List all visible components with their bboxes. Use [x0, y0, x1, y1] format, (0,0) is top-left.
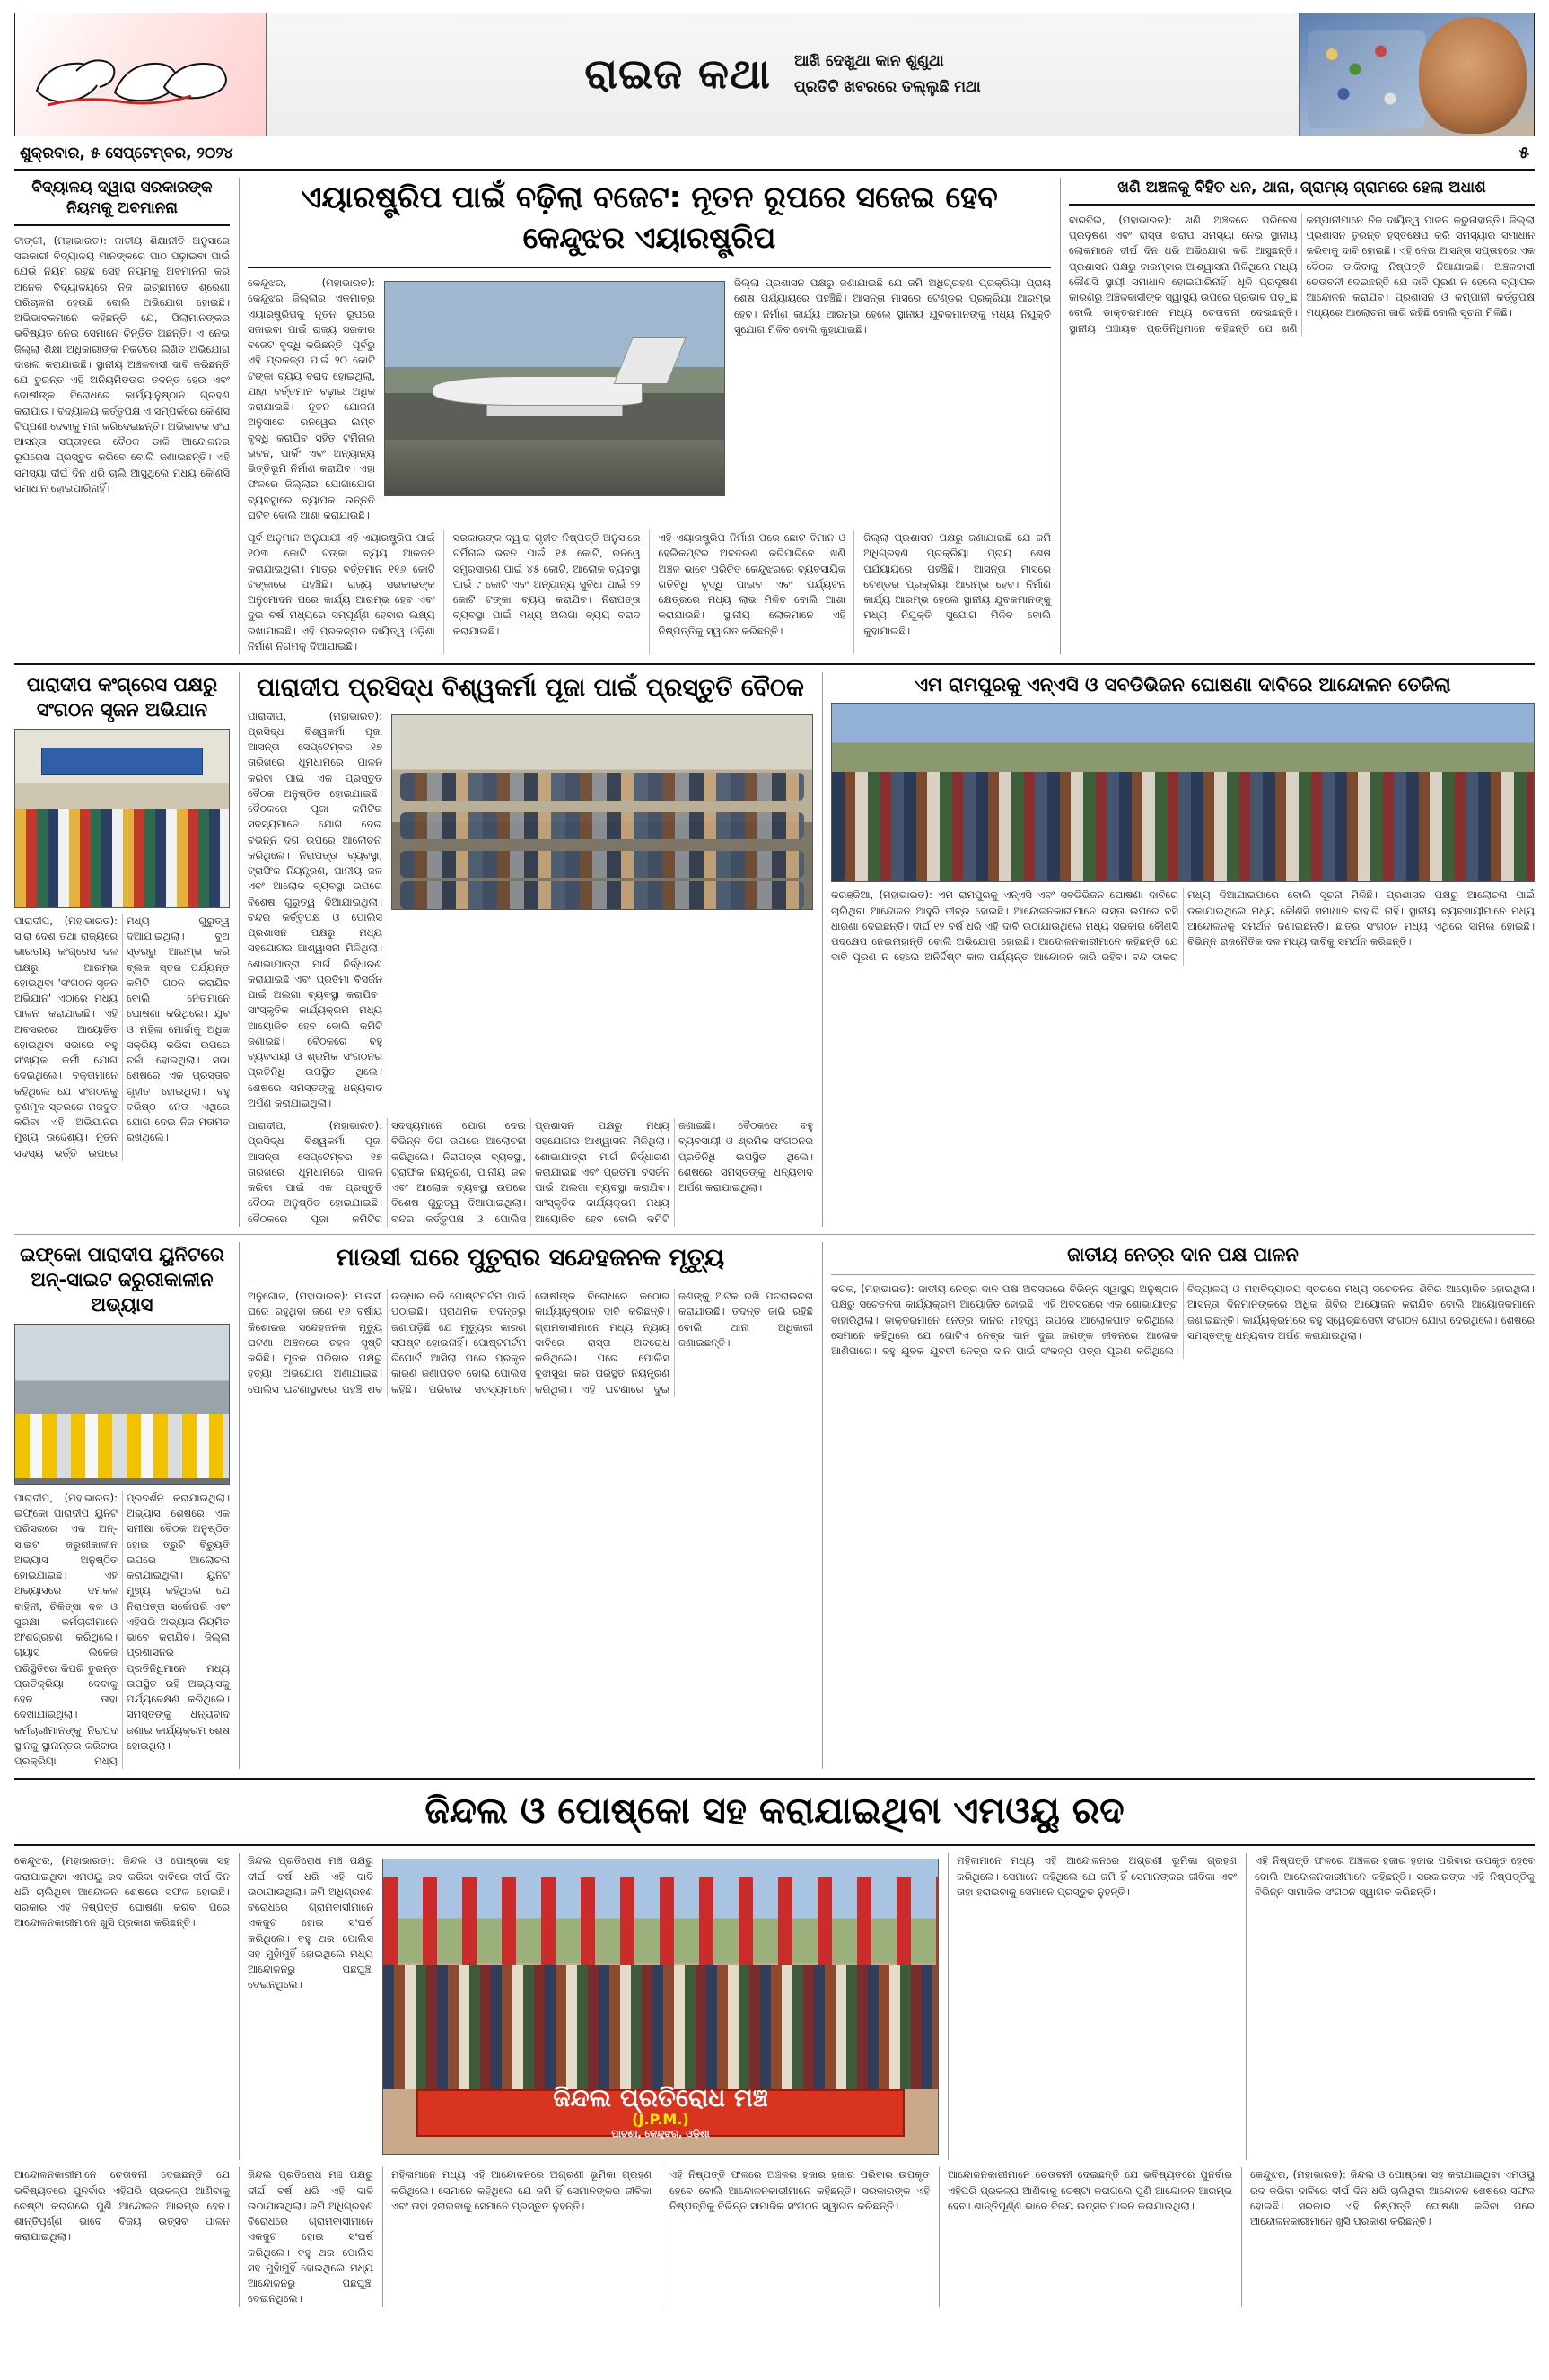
lower-right-article [822, 1242, 1535, 1770]
tagline-line-2: ପ୍ରତିଟି ଖବରରେ ତଲ୍ଲୁଛି ମଥା [793, 78, 981, 96]
bottom-body-col3: ମହିଳାମାନେ ମଧ୍ୟ ଏହି ଆନ୍ଦୋଳନରେ ଅଗ୍ରଣୀ ଭୂମିକା ଗ୍ରହଣ କରିଥିଲେ। ସେମାନେ କହିଥିଲେ ଯେ ଜମି ହିଁ ସେମାନଙ୍କର ଜୀବିକା ଏବଂ ତାହା ହରାଇବାକୁ ସେମାନେ ପ୍ରସ୍ତୁତ ନୁହନ୍ତି। [948, 1853, 1237, 2160]
article-headline-death: ମାଉସୀ ଘରେ ପୁତୁରାର ସନ୍ଦେହଜନକ ମୃତ୍ୟୁ [336, 1243, 725, 1272]
top-section [14, 178, 1535, 654]
mid-left-article [14, 672, 230, 1227]
article-body-eye-donation: କଟକ, (ମହାଭାରତ): ଜାତୀୟ ନେତ୍ର ଦାନ ପକ୍ଷ ଅବସରରେ ବିଭିନ୍ନ ସ୍ୱାସ୍ଥ୍ୟ ଅନୁଷ୍ଠାନ ପକ୍ଷରୁ ସଚେତନତା କାର୍ଯ୍ୟକ୍ରମ ଆୟୋଜିତ ହୋଇଛି। ଏହି ଅବସରରେ ଏକ ଶୋଭାଯାତ୍ରା ବାହାରିଥିଲା। ଡାକ୍ତରମାନେ ନେତ୍ର ଦାନର ମହତ୍ତ୍ୱ ଉପରେ ଆଲୋକପାତ କରିଥିଲେ। ସେମାନେ କହିଥିଲେ ଯେ ଗୋଟିଏ ନେତ୍ର ଦାନ ଦୁଇ ଜଣଙ୍କ ଜୀବନରେ ଆଲୋକ ଆଣିପାରେ। ବହୁ ଯୁବକ ଯୁବତୀ ନେତ୍ର ଦାନ ପାଇଁ ସଂକଳ୍ପ ପତ୍ର ପୂରଣ କରିଥିଲେ। ବିଦ୍ୟାଳୟ ଓ ମହାବିଦ୍ୟାଳୟ ସ୍ତରରେ ମଧ୍ୟ ସଚେତନତା ଶିବିର ଆୟୋଜିତ ହୋଇଥିଲା। ଆସନ୍ତା ଦିନମାନଙ୍କରେ ଅଧିକ ଶିବିର ଆୟୋଜନ କରାଯିବ ବୋଲି ଆୟୋଜକମାନେ ଜଣାଇଛନ୍ତି। କାର୍ଯ୍ୟକ୍ରମରେ ବହୁ ସ୍ୱେଚ୍ଛାସେବୀ ସଂଗଠନ ଯୋଗ ଦେଇଥିଲେ। ଶେଷରେ ସମସ୍ତଙ୍କୁ ଧନ୍ୟବାଦ ଅର୍ପଣ କରାଯାଇଥିଲା। [831, 1282, 1535, 1358]
lead-body-col3: ସରକାରଙ୍କ ଦ୍ୱାରା ଗୃହୀତ ନିଷ୍ପତ୍ତି ଅନୁସାରେ ଟର୍ମିନାଲ ଭବନ ପାଇଁ ୧୫ କୋଟି, ରନୱେ ସମ୍ପ୍ରସାରଣ ପାଇଁ ୪୫ କୋଟି, ଆଲୋକ ବ୍ୟବସ୍ଥା ପାଇଁ ୯ କୋଟି ଏବଂ ଅନ୍ୟାନ୍ୟ ସୁବିଧା ପାଇଁ ୨୨ କୋଟି ଟଙ୍କା ବ୍ୟୟ କରାଯିବ। ନିରାପତ୍ତା ବ୍ୟବସ୍ଥା ପାଇଁ ମଧ୍ୟ ଅଲଗା ବ୍ୟୟ ବରାଦ କରାଯାଇଛି। [453, 530, 650, 654]
masthead [14, 13, 1535, 136]
bottom-body-col2: ଜିନ୍ଦଲ ପ୍ରତିରୋଧ ମଞ୍ଚ ପକ୍ଷରୁ ଦୀର୍ଘ ବର୍ଷ ଧରି ଏହି ଦାବି ଉଠାଯାଉଥିଲା। ଜମି ଅଧିଗ୍ରହଣ ବିରୋଧରେ ଗ୍ରାମବାସୀମାନେ ଏକଜୁଟ ହୋଇ ସଂଘର୍ଷ କରିଥିଲେ। ବହୁ ଥର ପୋଲିସ ସହ ମୁହାଁମୁହିଁ ହୋଇଥିଲେ ମଧ୍ୟ ଆନ୍ଦୋଳନରୁ ପଛଘୁଞ୍ଚା ଦେଇନଥିଲେ। [239, 1853, 373, 2160]
banner-line-3: ପାଟଣା, କେନ୍ଦୁଝର, ଓଡ଼ିଶା [611, 2128, 710, 2140]
article-body-school: ଟାଙ୍ଗୀ, (ମହାଭାରତ): ଜାତୀୟ ଶିକ୍ଷାନୀତି ଅନୁସାରେ ସରକାରୀ ବିଦ୍ୟାଳୟ ମାନଙ୍କରେ ପାଠ ପଢ଼ାଇବା ପାଇଁ ଯେଉଁ ନିୟମ ରହିଛି ସେହି ନିୟମକୁ ଅବମାନନା କରି ଅନେକ ବିଦ୍ୟାଳୟରେ ନିଜ ଇଚ୍ଛାମତେ ଶ୍ରେଣୀ ପରିଚାଳନା ହେଉଛି ବୋଲି ଅଭିଯୋଗ ହୋଇଛି। ଅଭିଭାବକମାନେ କହିଛନ୍ତି ଯେ, ପିଲାମାନଙ୍କର ଭବିଷ୍ୟତ ନେଇ ସେମାନେ ଚିନ୍ତିତ ଅଛନ୍ତି। ଏ ନେଇ ଜିଲ୍ଲା ଶିକ୍ଷା ଅଧିକାରୀଙ୍କ ନିକଟରେ ଲିଖିତ ଅଭିଯୋଗ ଦାଖଲ କରାଯାଇଛି। ସ୍ଥାନୀୟ ଅଞ୍ଚଳବାସୀ ଦାବି କରିଛନ୍ତି ଯେ ତୁରନ୍ତ ଏହି ଅନିୟମିତତାର ତଦନ୍ତ ହେଉ ଏବଂ ଦୋଷୀଙ୍କ ବିରୋଧରେ କାର୍ଯ୍ୟାନୁଷ୍ଠାନ ଗ୍ରହଣ କରାଯାଉ। ବିଦ୍ୟାଳୟ କର୍ତ୍ତୃପକ୍ଷ ଏ ସମ୍ପର୍କରେ କୌଣସି ଟିପ୍ପଣୀ ଦେବାକୁ ମନା କରିଦେଇଛନ୍ତି। ଅଭିଭାବକ ସଂଘ ଆସନ୍ତା ସପ୍ତାହରେ ବୈଠକ ଡାକି ଆନ୍ଦୋଳନର ରୂପରେଖ ପ୍ରସ୍ତୁତ କରିବେ ବୋଲି ଜଣାଇଛନ୍ତି। ଏହି ସମସ୍ୟା ଦୀର୍ଘ ଦିନ ଧରି ଚାଲି ଆସୁଥିଲେ ମଧ୍ୟ କୌଣସି ସମାଧାନ ହୋଇପାରିନାହିଁ। [14, 233, 230, 494]
masthead-logo-area [15, 13, 267, 136]
bottom-body-col8: ଏହି ନିଷ୍ପତ୍ତି ଫଳରେ ଅଞ୍ଚଳର ହଜାର ହଜାର ପରିବାର ଉପକୃତ ହେବେ ବୋଲି ଆନ୍ଦୋଳନକାରୀମାନେ କହିଛନ୍ତି। ସରକାରଙ୍କ ଏହି ନିଷ୍ପତ୍ତିକୁ ବିଭିନ୍ନ ସାମାଜିକ ସଂଗଠନ ସ୍ୱାଗତ କରିଛନ୍ତି। [661, 2167, 930, 2306]
lead-headline: ଏୟାରଷ୍ଟ୍ରିପ ପାଇଁ ବଢ଼ିଲା ବଜେଟ: ନୂତନ ରୂପରେ ସଜେଇ ହେବ କେନ୍ଦୁଝର ଏୟାରଷ୍ଟ୍ରିପ [301, 179, 998, 255]
article-body-nac-demand: କରଞ୍ଜିଆ, (ମହାଭାରତ): ଏମ ରାମପୁରକୁ ଏନ୍‌ଏସି ଏବଂ ସବଡିଭିଜନ ଘୋଷଣା ଦାବିରେ ଚାଲିଥିବା ଆନ୍ଦୋଳନ ଆହୁରି ତୀବ୍ର ହୋଇଛି। ଆନ୍ଦୋଳନକାରୀମାନେ ରାସ୍ତା ଉପରେ ବସି ଧାରଣା ଦେଇଛନ୍ତି। ଦୀର୍ଘ ୧୨ ବର୍ଷ ଧରି ଏହି ଦାବି ଉଠାଯାଉଥିଲେ ମଧ୍ୟ ସରକାର କୌଣସି ପଦକ୍ଷେପ ନେଇନାହାନ୍ତି ବୋଲି ଅଭିଯୋଗ ହୋଇଛି। ଆନ୍ଦୋଳନକାରୀମାନେ କହିଛନ୍ତି ଯେ ଦାବି ପୂରଣ ନ ହେଲେ ଅନିର୍ଦ୍ଦିଷ୍ଟ କାଳ ପର୍ଯ୍ୟନ୍ତ ଆନ୍ଦୋଳନ ଜାରି ରହିବ। ବନ୍ଦ ଡାକରା ମଧ୍ୟ ଦିଆଯାଇପାରେ ବୋଲି ସୂଚନା ମିଳିଛି। ପ୍ରଶାସନ ପକ୍ଷରୁ ଆଲୋଚନା ପାଇଁ ଡକାଯାଇଥିଲେ ମଧ୍ୟ କୌଣସି ସମାଧାନ ବାହାରି ନାହିଁ। ସ୍ଥାନୀୟ ବ୍ୟବସାୟୀମାନେ ମଧ୍ୟ ଆନ୍ଦୋଳନକୁ ସମର୍ଥନ ଜଣାଇଛନ୍ତି। ଛାତ୍ର ସଂଗଠନ ମଧ୍ୟ ଏଥିରେ ସାମିଲ ହୋଇଛି। ବିଭିନ୍ନ ରାଜନୈତିକ ଦଳ ମଧ୍ୟ ଦାବିକୁ ସମର୍ଥନ କରିଛନ୍ତି। [831, 888, 1535, 964]
paper-title: ରାଇଜ କଥା [584, 49, 771, 98]
masthead-title-block [267, 13, 1299, 136]
right-column [1060, 178, 1535, 654]
bottom-body-col5: ଆନ୍ଦୋଳନକାରୀମାନେ ଚେତାବନୀ ଦେଇଛନ୍ତି ଯେ ଭବିଷ୍ୟତରେ ପୁନର୍ବାର ଏହିପରି ପ୍ରକଳ୍ପ ଆଣିବାକୁ ଚେଷ୍ଟା କରାଗଲେ ପୁଣି ଆନ୍ଦୋଳନ ଆରମ୍ଭ ହେବ। ଶାନ୍ତିପୂର୍ଣ୍ଣ ଭାବେ ବିଜୟ ଉତ୍ସବ ପାଳନ କରାଯାଇଥିଲା। [14, 2168, 230, 2244]
beads-decoration [1308, 30, 1425, 128]
lead-article [239, 178, 1051, 654]
airstrip-aircraft-photo [384, 281, 725, 496]
lead-body-col4: ଏହି ଏୟାରଷ୍ଟ୍ରିପ ନିର୍ମାଣ ପରେ ଛୋଟ ବିମାନ ଓ ହେଲିକପ୍ଟର ଅବତରଣ କରିପାରିବେ। ଖଣି ଅଞ୍ଚଳ ଭାବେ ପରିଚିତ କେନ୍ଦୁଝରରେ ବ୍ୟବସାୟିକ ଗତିବିଧି ବୃଦ୍ଧି ପାଇବ ଏବଂ ପର୍ଯ୍ୟଟନ କ୍ଷେତ୍ରରେ ମଧ୍ୟ ଲାଭ ମିଳିବ ବୋଲି ଆଶା କରାଯାଉଛି। ସ୍ଥାନୀୟ ଲୋକମାନେ ଏହି ନିଷ୍ପତ୍ତିକୁ ସ୍ୱାଗତ କରିଛନ୍ତି। [659, 530, 855, 654]
bottom-feature [14, 1787, 1535, 2306]
masthead-photo [1299, 13, 1534, 136]
congress-meeting-photo [14, 729, 230, 908]
article-body-congress: ପାରାଦୀପ, (ମହାଭାରତ): ସାରା ଦେଶ ତଥା ରାଜ୍ୟରେ ଭାରତୀୟ କଂଗ୍ରେସ ଦଳ ପକ୍ଷରୁ ଆରମ୍ଭ ହୋଇଥିବା 'ସଂଗଠନ ସୃଜନ ଅଭିଯାନ' ଏଠାରେ ମଧ୍ୟ ପାଳନ କରାଯାଇଛି। ଏହି ଅବସରରେ ଆୟୋଜିତ ହୋଇଥିବା ସଭାରେ ବହୁ ସଂଖ୍ୟକ କର୍ମୀ ଯୋଗ ଦେଇଥିଲେ। ବକ୍ତାମାନେ କହିଥିଲେ ଯେ ସଂଗଠନକୁ ତୃଣମୂଳ ସ୍ତରରେ ମଜବୁତ କରିବା ଏହି ଅଭିଯାନର ମୁଖ୍ୟ ଉଦ୍ଦେଶ୍ୟ। ନୂତନ ସଦସ୍ୟ ଭର୍ତ୍ତି ଉପରେ ମଧ୍ୟ ଗୁରୁତ୍ୱ ଦିଆଯାଇଥିଲା। ବୁଥ ସ୍ତରରୁ ଆରମ୍ଭ କରି ବ୍ଲକ ସ୍ତର ପର୍ଯ୍ୟନ୍ତ କମିଟି ଗଠନ କରାଯିବ ବୋଲି ନେତାମାନେ ଘୋଷଣା କରିଥିଲେ। ଯୁବ ଓ ମହିଳା ମୋର୍ଚ୍ଚାକୁ ଅଧିକ ସକ୍ରିୟ କରିବା ଉପରେ ଚର୍ଚ୍ଚା ହୋଇଥିଲା। ସଭା ଶେଷରେ ଏକ ପ୍ରସ୍ତାବ ଗୃହୀତ ହୋଇଥିଲା। ବହୁ ବରିଷ୍ଠ ନେତା ଏଥିରେ ଯୋଗ ଦେଇ ନିଜ ମତାମତ ରଖିଥିଲେ। [14, 914, 230, 1159]
article-body-iffco: ପାରାଦୀପ, (ମହାଭାରତ): ଇଫ୍‌କୋ ପାରାଦୀପ ୟୁନିଟ ପରିସରରେ ଏକ ଅନ୍‌-ସାଇଟ ଜରୁରୀକାଳୀନ ଅଭ୍ୟାସ ଅନୁଷ୍ଠିତ ହୋଇଯାଇଛି। ଏହି ଅଭ୍ୟାସରେ ଦମକଳ ବାହିନୀ, ଚିକିତ୍ସା ଦଳ ଓ ସୁରକ୍ଷା କର୍ମଚାରୀମାନେ ଅଂଶଗ୍ରହଣ କରିଥିଲେ। ଗ୍ୟାସ ଲିକେଜ ପରିସ୍ଥିତିରେ କିପରି ତୁରନ୍ତ ପ୍ରତିକ୍ରିୟା ଦେବାକୁ ହେବ ତାହା ଦେଖାଯାଇଥିଲା। କର୍ମଚାରୀମାନଙ୍କୁ ନିରାପଦ ସ୍ଥାନକୁ ସ୍ଥାନାନ୍ତର କରିବାର ପ୍ରକ୍ରିୟା ମଧ୍ୟ ପ୍ରଦର୍ଶନ କରାଯାଇଥିଲା। ଅଭ୍ୟାସ ଶେଷରେ ଏକ ସମୀକ୍ଷା ବୈଠକ ଅନୁଷ୍ଠିତ ହୋଇ ତ୍ରୁଟି ବିଚ୍ୟୁତି ଉପରେ ଆଲୋଚନା କରାଯାଇଥିଲା। ୟୁନିଟ ମୁଖ୍ୟ କହିଥିଲେ ଯେ ନିରାପତ୍ତା ସର୍ବୋପରି ଏବଂ ଏହିପରି ଅଭ୍ୟାସ ନିୟମିତ ଭାବେ କରାଯିବ। ଜିଲ୍ଲା ପ୍ରଶାସନର ପ୍ରତିନିଧିମାନେ ମଧ୍ୟ ଉପସ୍ଥିତ ରହି ଅଭ୍ୟାସକୁ ପର୍ଯ୍ୟବେକ୍ଷଣ କରିଥିଲେ। ସମସ୍ତଙ୍କୁ ଧନ୍ୟବାଦ ଜଣାଇ କାର୍ଯ୍ୟକ୍ରମ ଶେଷ ହୋଇଥିଲା। [14, 1491, 230, 1768]
middle-section [14, 672, 1535, 1227]
date-bar [14, 136, 1535, 171]
tagline-line-1: ଆଖି ଦେଖୁଥା କାନ ଶୁଣୁଥା [793, 52, 944, 71]
page-number: ୫ [1518, 144, 1529, 162]
article-body-mining: ବାରବିଲ, (ମହାଭାରତ): ଖଣି ଅଞ୍ଚଳରେ ପରିବେଶ ପ୍ରଦୂଷଣ ଏବଂ ରାସ୍ତା ଖରାପ ସମସ୍ୟା ନେଇ ସ୍ଥାନୀୟ ଲୋକମାନେ ଦୀର୍ଘ ଦିନ ଧରି ଅଭିଯୋଗ କରି ଆସୁଛନ୍ତି। ପ୍ରଶାସନ ପକ୍ଷରୁ ବାରମ୍ବାର ଆଶ୍ୱାସନା ମିଳିଥିଲେ ମଧ୍ୟ କୌଣସି ସ୍ଥାୟୀ ସମାଧାନ ହୋଇପାରିନାହିଁ। ଧୂଳି ପ୍ରଦୂଷଣ କାରଣରୁ ଅଞ୍ଚଳବାସୀଙ୍କ ସ୍ୱାସ୍ଥ୍ୟ ଉପରେ ପ୍ରଭାବ ପଡ଼ୁଛି ବୋଲି ଡାକ୍ତରମାନେ ମଧ୍ୟ ଚେତାବନୀ ଦେଇଛନ୍ତି। ସ୍ଥାନୀୟ ପଞ୍ଚାୟତ ପ୍ରତିନିଧିମାନେ କହିଛନ୍ତି ଯେ ଖଣି କମ୍ପାନୀମାନେ ନିଜ ଦାୟିତ୍ୱ ପାଳନ କରୁନାହାନ୍ତି। ଜିଲ୍ଲା ପ୍ରଶାସନ ତୁରନ୍ତ ହସ୍ତକ୍ଷେପ କରି ସମସ୍ୟାର ସମାଧାନ କରିବାକୁ ଦାବି ହୋଇଛି। ଏହି ନେଇ ଆସନ୍ତା ସପ୍ତାହରେ ଏକ ବୈଠକ ଡାକିବାକୁ ନିଷ୍ପତ୍ତି ନିଆଯାଇଛି। ଅଞ୍ଚଳବାସୀ ଚେତାବନୀ ଦେଇଛନ୍ତି ଯେ ଦାବି ପୂରଣ ନ ହେଲେ ବ୍ୟାପକ ଆନ୍ଦୋଳନ କରାଯିବ। ପ୍ରଶାସନ ଓ କମ୍ପାନୀ କର୍ତ୍ତୃପକ୍ଷ ମଧ୍ୟରେ ଆଲୋଚନା ଜାରି ରହିଛି ବୋଲି ସୂଚନା ମିଳିଛି। [1069, 213, 1535, 335]
bottom-body-col6: ଜିନ୍ଦଲ ପ୍ରତିରୋଧ ମଞ୍ଚ ପକ୍ଷରୁ ଦୀର୍ଘ ବର୍ଷ ଧରି ଏହି ଦାବି ଉଠାଯାଉଥିଲା। ଜମି ଅଧିଗ୍ରହଣ ବିରୋଧରେ ଗ୍ରାମବାସୀମାନେ ଏକଜୁଟ ହୋଇ ସଂଘର୍ଷ କରିଥିଲେ। ବହୁ ଥର ପୋଲିସ ସହ ମୁହାଁମୁହିଁ ହୋଇଥିଲେ ମଧ୍ୟ ଆନ୍ଦୋଳନରୁ ପଛଘୁଞ୍ଚା ଦେଇନଥିଲେ। [239, 2167, 373, 2306]
lead-body-col2: ପୂର୍ବ ଅନୁମାନ ଅନୁଯାୟୀ ଏହି ଏୟାରଷ୍ଟ୍ରିପ ପାଇଁ ୧୦୩ କୋଟି ଟଙ୍କା ବ୍ୟୟ ଆକଳନ କରାଯାଇଥିଲା। ମାତ୍ର ବର୍ତ୍ତମାନ ୧୧୬ କୋଟି ଟଙ୍କାରେ ପହଞ୍ଚିଛି। ରାଜ୍ୟ ସରକାରଙ୍କ ଅନୁମୋଦନ ପରେ କାର୍ଯ୍ୟ ଆରମ୍ଭ ହେବ ଏବଂ ଦୁଇ ବର୍ଷ ମଧ୍ୟରେ ସମ୍ପୂର୍ଣ୍ଣ ହେବାର ଲକ୍ଷ୍ୟ ରଖାଯାଇଛି। ଏହି ପ୍ରକଳ୍ପର ଦାୟିତ୍ୱ ଓଡ଼ିଶା ନିର୍ମାଣ ନିଗମକୁ ଦିଆଯାଇଛି। [248, 530, 444, 654]
lead-body-col1: କେନ୍ଦୁଝର, (ମହାଭାରତ): କେନ୍ଦୁଝର ଜିଲ୍ଲାର ଏକମାତ୍ର ଏୟାରଷ୍ଟ୍ରିପକୁ ନୂତନ ରୂପରେ ସଜାଇବା ପାଇଁ ରାଜ୍ୟ ସରକାର ବଜେଟ ବୃଦ୍ଧି କରିଛନ୍ତି। ପୂର୍ବରୁ ଏହି ପ୍ରକଳ୍ପ ପାଇଁ ୨୦ କୋଟି ଟଙ୍କା ବ୍ୟୟ ବରାଦ ହୋଇଥିଲା, ଯାହା ବର୍ତ୍ତମାନ ବଢ଼ାଇ ଅଧିକ କରାଯାଇଛି। ନୂତନ ଯୋଜନା ଅନୁସାରେ ରନୱେର ଲମ୍ବ ବୃଦ୍ଧି କରାଯିବ ସହିତ ଟର୍ମିନାଲ ଭବନ, ପାର୍କିଂ ଏବଂ ଅନ୍ୟାନ୍ୟ ଭିତ୍ତିଭୂମି ନିର୍ମାଣ କରାଯିବ। ଏହା ଫଳରେ ଜିଲ୍ଲାର ଯୋଗାଯୋଗ ବ୍ୟବସ୍ଥାରେ ବ୍ୟାପକ ଉନ୍ନତି ଘଟିବ ବୋଲି ଆଶା କରାଯାଉଛି। [248, 276, 375, 521]
protest-banner [416, 2083, 905, 2140]
bottom-body-col7: ମହିଳାମାନେ ମଧ୍ୟ ଏହି ଆନ୍ଦୋଳନରେ ଅଗ୍ରଣୀ ଭୂମିକା ଗ୍ରହଣ କରିଥିଲେ। ସେମାନେ କହିଥିଲେ ଯେ ଜମି ହିଁ ସେମାନଙ୍କର ଜୀବିକା ଏବଂ ତାହା ହରାଇବାକୁ ସେମାନେ ପ୍ରସ୍ତୁତ ନୁହନ୍ତି। [382, 2167, 652, 2306]
banner-line-1: ଜିନ୍ଦଲ ପ୍ରତିରୋଧ ମଞ୍ଚ [553, 2083, 768, 2113]
article-body-death: ଅନୁଗୋଳ, (ମହାଭାରତ): ମାଉସୀ ଘରେ ରହୁଥିବା ଜଣେ ୧୬ ବର୍ଷୀୟ କିଶୋରର ସନ୍ଦେହଜନକ ମୃତ୍ୟୁ ଘଟଣା ଅଞ୍ଚଳରେ ଚହଳ ସୃଷ୍ଟି କରିଛି। ମୃତକ ପରିବାର ପକ୍ଷରୁ ହତ୍ୟା ଅଭିଯୋଗ ଅଣାଯାଇଛି। ପୋଲିସ ଘଟଣାସ୍ଥଳରେ ପହଞ୍ଚି ଶବ ଉଦ୍ଧାର କରି ପୋଷ୍ଟମର୍ଟମ ପାଇଁ ପଠାଇଛି। ପ୍ରାଥମିକ ତଦନ୍ତରୁ ଜଣାପଡ଼ିଛି ଯେ ମୃତ୍ୟୁର କାରଣ ସ୍ପଷ୍ଟ ହୋଇନାହିଁ। ପୋଷ୍ଟମର୍ଟମ ରିପୋର୍ଟ ଆସିଲା ପରେ ପ୍ରକୃତ କାରଣ ଜଣାପଡ଼ିବ ବୋଲି ପୋଲିସ କହିଛି। ପରିବାର ସଦସ୍ୟମାନେ ଦୋଷୀଙ୍କ ବିରୋଧରେ କଠୋର କାର୍ଯ୍ୟାନୁଷ୍ଠାନ ଦାବି କରିଛନ୍ତି। ଗ୍ରାମବାସୀମାନେ ମଧ୍ୟ ନ୍ୟାୟ ଦାବିରେ ରାସ୍ତା ଅବରୋଧ କରିଥିଲେ। ପରେ ପୋଲିସ ବୁଝାସୁଝା କରି ପରିସ୍ଥିତି ନିୟନ୍ତ୍ରଣ କରିଥିଲା। ଏହି ଘଟଣାରେ ଦୁଇ ଜଣଙ୍କୁ ଅଟକ ରଖି ପଚରାଉଚରା କରାଯାଉଛି। ତଦନ୍ତ ଜାରି ରହିଛି ବୋଲି ଥାନା ଅଧିକାରୀ ଜଣାଇଛନ୍ତି। [248, 1290, 813, 1396]
bottom-body-col9: ଆନ୍ଦୋଳନକାରୀମାନେ ଚେତାବନୀ ଦେଇଛନ୍ତି ଯେ ଭବିଷ୍ୟତରେ ପୁନର୍ବାର ଏହିପରି ପ୍ରକଳ୍ପ ଆଣିବାକୁ ଚେଷ୍ଟା କରାଗଲେ ପୁଣି ଆନ୍ଦୋଳନ ଆରମ୍ଭ ହେବ। ଶାନ୍ତିପୂର୍ଣ୍ଣ ଭାବେ ବିଜୟ ଉତ୍ସବ ପାଳନ କରାଯାଇଥିଲା। [939, 2167, 1232, 2306]
lead-body-col5: ଜିଲ୍ଲା ପ୍ରଶାସନ ପକ୍ଷରୁ ଜଣାଯାଇଛି ଯେ ଜମି ଅଧିଗ୍ରହଣ ପ୍ରକ୍ରିୟା ପ୍ରାୟ ଶେଷ ପର୍ଯ୍ୟାୟରେ ପହଞ୍ଚିଛି। ଆସନ୍ତା ମାସରେ ଟେଣ୍ଡର ପ୍ରକ୍ରିୟା ଆରମ୍ଭ ହେବ। ନିର୍ମାଣ କାର୍ଯ୍ୟ ଆରମ୍ଭ ହେଲେ ସ୍ଥାନୀୟ ଯୁବକମାନଙ୍କୁ ମଧ୍ୟ ନିଯୁକ୍ତି ସୁଯୋଗ ମିଳିବ ବୋଲି କୁହାଯାଇଛି। [863, 531, 1051, 637]
article-headline-nac-demand: ଏମ ରାମପୁରକୁ ଏନ୍‌ଏସି ଓ ସବଡିଭିଜନ ଘୋଷଣା ଦାବିରେ ଆନ୍ଦୋଳନ ତେଜିଲା [915, 674, 1451, 696]
puja-preparation-meeting-photo [391, 714, 813, 910]
mid-right-article [822, 672, 1535, 1227]
lower-left-article [14, 1242, 230, 1770]
lead-body-col-top-right: ଜିଲ୍ଲା ପ୍ରଶାସନ ପକ୍ଷରୁ ଜଣାଯାଇଛି ଯେ ଜମି ଅଧିଗ୍ରହଣ ପ୍ରକ୍ରିୟା ପ୍ରାୟ ଶେଷ ପର୍ଯ୍ୟାୟରେ ପହଞ୍ଚିଛି। ଆସନ୍ତା ମାସରେ ଟେଣ୍ଡର ପ୍ରକ୍ରିୟା ଆରମ୍ଭ ହେବ। ନିର୍ମାଣ କାର୍ଯ୍ୟ ଆରମ୍ଭ ହେଲେ ସ୍ଥାନୀୟ ଯୁବକମାନଙ୍କୁ ମଧ୍ୟ ନିଯୁକ୍ତି ସୁଯୋଗ ମିଳିବ ବୋଲି କୁହାଯାଇଛି। [734, 276, 1051, 336]
article-headline-puja: ପାରାଦୀପ ପ୍ରସିଦ୍ଧ ବିଶ୍ୱକର୍ମା ପୂଜା ପାଇଁ ପ୍ରସ୍ତୁତି ବୈଠକ [257, 674, 804, 703]
banner-line-2: (J.P.M.) [632, 2111, 689, 2129]
article-headline-iffco: ଇଫ୍‌କୋ ପାରାଦୀପ ୟୁନିଟରେ ଅନ୍‌-ସାଇଟ ଜରୁରୀକାଳୀନ ଅଭ୍ୟାସ [20, 1243, 224, 1317]
bottom-body-col1: କେନ୍ଦୁଝର, (ମହାଭାରତ): ଜିନ୍ଦଲ ଓ ପୋଷ୍କୋ ସହ କରାଯାଇଥିବା ଏମଓୟୁ ରଦ କରିବା ଦାବିରେ ଦୀର୍ଘ ଦିନ ଧରି ଚାଲିଥିବା ଆନ୍ଦୋଳନ ଶେଷରେ ସଫଳ ହୋଇଛି। ସରକାର ଏହି ନିଷ୍ପତ୍ତି ଘୋଷଣା କରିବା ପରେ ଆନ୍ଦୋଳନକାରୀମାନେ ଖୁସି ପ୍ରକାଶ କରିଛନ୍ତି। [14, 1854, 230, 1929]
article-headline-eye-donation: ଜାତୀୟ ନେତ୍ର ଦାନ ପକ୍ଷ ପାଳନ [1067, 1243, 1299, 1265]
article-headline-school: ବିଦ୍ୟାଳୟ ଦ୍ୱାରା ସରକାରଙ୍କ ନିୟମକୁ ଅବମାନନା [14, 178, 230, 226]
mid-center-article [239, 672, 813, 1227]
bottom-body-col10: କେନ୍ଦୁଝର, (ମହାଭାରତ): ଜିନ୍ଦଲ ଓ ପୋଷ୍କୋ ସହ କରାଯାଇଥିବା ଏମଓୟୁ ରଦ କରିବା ଦାବିରେ ଦୀର୍ଘ ଦିନ ଧରି ଚାଲିଥିବା ଆନ୍ଦୋଳନ ଶେଷରେ ସଫଳ ହୋଇଛି। ସରକାର ଏହି ନିଷ୍ପତ୍ତି ଘୋଷଣା କରିବା ପରେ ଆନ୍ଦୋଳନକାରୀମାନେ ଖୁସି ପ୍ରକାଶ କରିଛନ୍ତି। [1241, 2167, 1535, 2306]
jpm-protest-banner-photo [382, 1859, 939, 2155]
iffco-drill-photo [14, 1324, 230, 1485]
left-column [14, 178, 230, 654]
paper-tagline [794, 48, 981, 101]
article-headline-mou-cancel: ଜିନ୍ଦଲ ଓ ପୋଷ୍କୋ ସହ କରାଯାଇଥିବା ଏମଓୟୁ ରଦ [424, 1790, 1125, 1833]
article-body-puja-intro: ପାରାଦୀପ, (ମହାଭାରତ): ପ୍ରସିଦ୍ଧ ବିଶ୍ୱକର୍ମା ପୂଜା ଆସନ୍ତା ସେପ୍ଟେମ୍ବର ୧୭ ତାରିଖରେ ଧୂମଧାମରେ ପାଳନ କରିବା ପାଇଁ ଏକ ପ୍ରସ୍ତୁତି ବୈଠକ ଅନୁଷ୍ଠିତ ହୋଇଯାଇଛି। ବୈଠକରେ ପୂଜା କମିଟିର ସଦସ୍ୟମାନେ ଯୋଗ ଦେଇ ବିଭିନ୍ନ ଦିଗ ଉପରେ ଆଲୋଚନା କରିଥିଲେ। ନିରାପତ୍ତା ବ୍ୟବସ୍ଥା, ଟ୍ରାଫିକ ନିୟନ୍ତ୍ରଣ, ପାନୀୟ ଜଳ ଏବଂ ଆଲୋକ ବ୍ୟବସ୍ଥା ଉପରେ ବିଶେଷ ଗୁରୁତ୍ୱ ଦିଆଯାଇଥିଲା। ବନ୍ଦର କର୍ତ୍ତୃପକ୍ଷ ଓ ପୋଲିସ ପ୍ରଶାସନ ପକ୍ଷରୁ ମଧ୍ୟ ସହଯୋଗର ଆଶ୍ୱାସନା ମିଳିଥିଲା। ଶୋଭାଯାତ୍ରା ମାର୍ଗ ନିର୍ଦ୍ଧାରଣ କରାଯାଇଛି ଏବଂ ପ୍ରତିମା ବିସର୍ଜନ ପାଇଁ ଅଲଗା ବ୍ୟବସ୍ଥା କରାଯିବ। ସାଂସ୍କୃତିକ କାର୍ଯ୍ୟକ୍ରମ ମଧ୍ୟ ଆୟୋଜିତ ହେବ ବୋଲି କମିଟି ଜଣାଇଛି। ବୈଠକରେ ବହୁ ବ୍ୟବସାୟୀ ଓ ଶ୍ରମିକ ସଂଗଠନର ପ୍ରତିନିଧି ଉପସ୍ଥିତ ଥିଲେ। ଶେଷରେ ସମସ୍ତଙ୍କୁ ଧନ୍ୟବାଦ ଅର୍ପଣ କରାଯାଇଥିଲା। [248, 709, 382, 1109]
lower-section [14, 1242, 1535, 1770]
bottom-body-col4: ଏହି ନିଷ୍ପତ୍ତି ଫଳରେ ଅଞ୍ଚଳର ହଜାର ହଜାର ପରିବାର ଉପକୃତ ହେବେ ବୋଲି ଆନ୍ଦୋଳନକାରୀମାନେ କହିଛନ୍ତି। ସରକାରଙ୍କ ଏହି ନିଷ୍ପତ୍ତିକୁ ବିଭିନ୍ନ ସାମାଜିକ ସଂଗଠନ ସ୍ୱାଗତ କରିଛନ୍ତି। [1246, 1853, 1535, 2160]
article-body-puja: ପାରାଦୀପ, (ମହାଭାରତ): ପ୍ରସିଦ୍ଧ ବିଶ୍ୱକର୍ମା ପୂଜା ଆସନ୍ତା ସେପ୍ଟେମ୍ବର ୧୭ ତାରିଖରେ ଧୂମଧାମରେ ପାଳନ କରିବା ପାଇଁ ଏକ ପ୍ରସ୍ତୁତି ବୈଠକ ଅନୁଷ୍ଠିତ ହୋଇଯାଇଛି। ବୈଠକରେ ପୂଜା କମିଟିର ସଦସ୍ୟମାନେ ଯୋଗ ଦେଇ ବିଭିନ୍ନ ଦିଗ ଉପରେ ଆଲୋଚନା କରିଥିଲେ। ନିରାପତ୍ତା ବ୍ୟବସ୍ଥା, ଟ୍ରାଫିକ ନିୟନ୍ତ୍ରଣ, ପାନୀୟ ଜଳ ଏବଂ ଆଲୋକ ବ୍ୟବସ୍ଥା ଉପରେ ବିଶେଷ ଗୁରୁତ୍ୱ ଦିଆଯାଇଥିଲା। ବନ୍ଦର କର୍ତ୍ତୃପକ୍ଷ ଓ ପୋଲିସ ପ୍ରଶାସନ ପକ୍ଷରୁ ମଧ୍ୟ ସହଯୋଗର ଆଶ୍ୱାସନା ମିଳିଥିଲା। ଶୋଭାଯାତ୍ରା ମାର୍ଗ ନିର୍ଦ୍ଧାରଣ କରାଯାଇଛି ଏବଂ ପ୍ରତିମା ବିସର୍ଜନ ପାଇଁ ଅଲଗା ବ୍ୟବସ୍ଥା କରାଯିବ। ସାଂସ୍କୃତିକ କାର୍ଯ୍ୟକ୍ରମ ମଧ୍ୟ ଆୟୋଜିତ ହେବ ବୋଲି କମିଟି ଜଣାଇଛି। ବୈଠକରେ ବହୁ ବ୍ୟବସାୟୀ ଓ ଶ୍ରମିକ ସଂଗଠନର ପ୍ରତିନିଧି ଉପସ୍ଥିତ ଥିଲେ। ଶେଷରେ ସମସ୍ତଙ୍କୁ ଧନ୍ୟବାଦ ଅର୍ପଣ କରାଯାଇଥିଲା। [248, 1119, 813, 1225]
protest-sit-in-photo [831, 703, 1535, 882]
article-headline-congress: ପାରାଦୀପ କଂଗ୍ରେସ ପକ୍ଷରୁ ସଂଗଠନ ସୃଜନ ଅଭିଯାନ [26, 674, 218, 722]
publication-date: ଶୁକ୍ରବାର, ୫ ସେପ୍ଟେମ୍ବର, ୨୦୨୪ [20, 144, 233, 162]
child-portrait [1419, 17, 1527, 134]
lower-center-article [239, 1242, 813, 1770]
article-headline-mining: ଖଣି ଅଞ୍ଚଳକୁ ବିହିତ ଧନ, ଥାନା, ଗ୍ରାମ୍ୟ ଗ୍ରାମରେ ହେଲା ଅଧାଶ [1069, 178, 1535, 206]
fist-logo [30, 28, 254, 123]
